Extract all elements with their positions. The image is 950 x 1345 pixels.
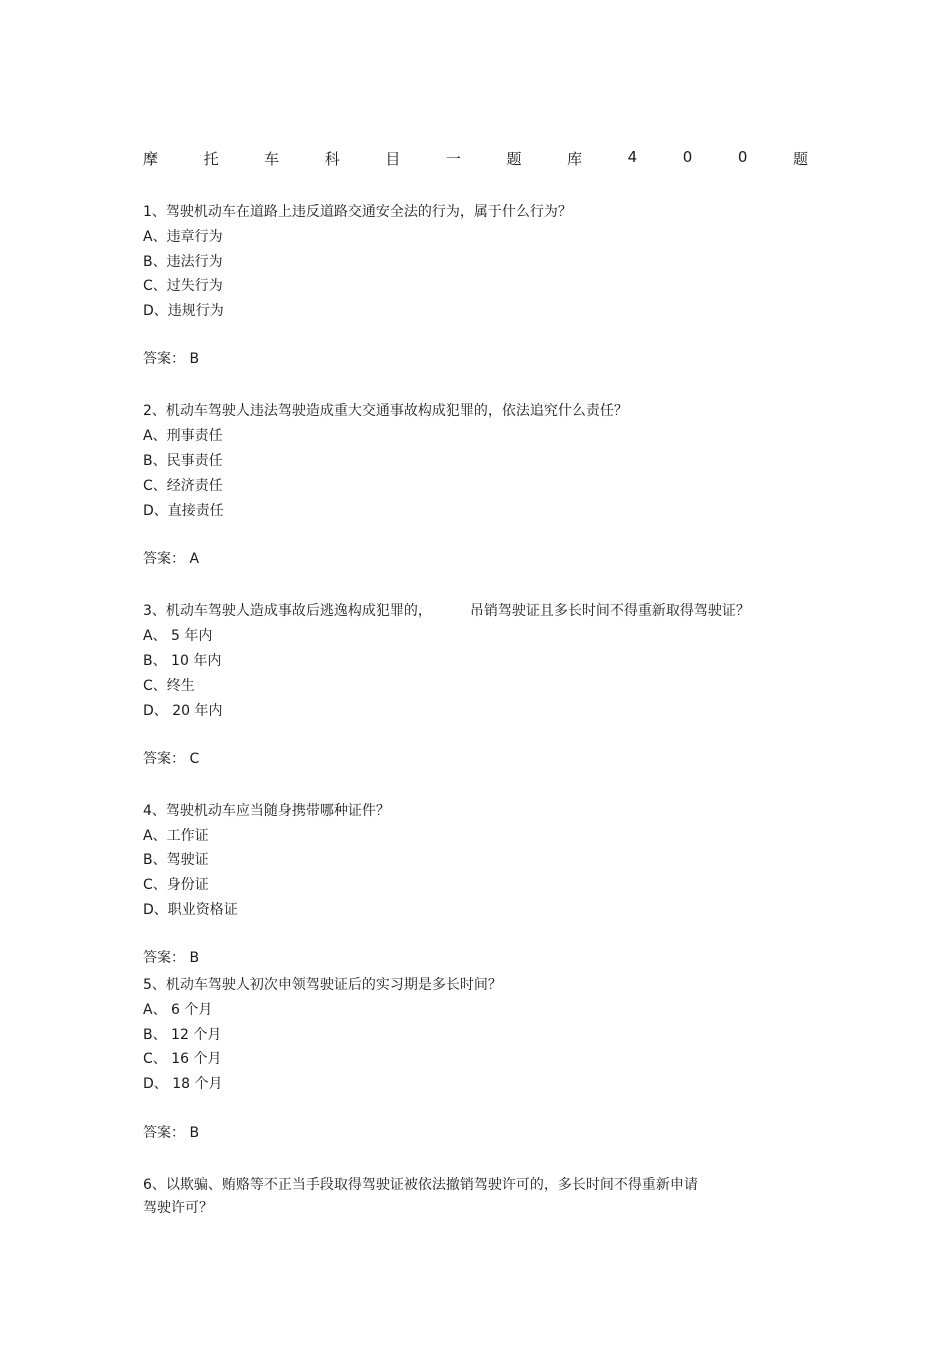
question-4-answer: 答案： B (143, 950, 200, 966)
title-char: 0 (682, 148, 693, 166)
title-char: 目 (385, 150, 401, 168)
title-char: 一 (445, 150, 461, 168)
question-2-text: 2、机动车驾驶人违法驾驶造成重大交通事故构成犯罪的，依法追究什么责任？ (143, 403, 628, 419)
question-3-answer: 答案： C (143, 751, 200, 767)
question-1-text: 1、驾驶机动车在道路上违反道路交通安全法的行为，属于什么行为？ (143, 204, 572, 220)
question-3-option-d: D、 20 年内 (143, 703, 223, 719)
question-5-option-a: A、 6 个月 (143, 1002, 213, 1018)
question-5-option-d: D、 18 个月 (143, 1076, 223, 1092)
question-1-option-a: A、违章行为 (143, 229, 223, 245)
question-1-option-c: C、过失行为 (143, 278, 223, 294)
question-2-option-c: C、经济责任 (143, 478, 223, 494)
question-2-option-a: A、刑事责任 (143, 428, 223, 444)
title-char: 科 (324, 150, 340, 168)
question-1-option-d: D、违规行为 (143, 303, 224, 319)
question-4-option-c: C、身份证 (143, 877, 209, 893)
title-char: 车 (264, 150, 280, 168)
title-char: 4 (627, 148, 638, 166)
title-char: 库 (567, 150, 583, 168)
question-3-option-b: B、 10 年内 (143, 653, 222, 669)
question-2-answer: 答案： A (143, 551, 200, 567)
question-5-option-c: C、 16 个月 (143, 1051, 222, 1067)
question-4-option-a: A、工作证 (143, 828, 209, 844)
question-2-option-d: D、直接责任 (143, 503, 224, 519)
question-1-answer: 答案： B (143, 351, 200, 367)
question-3-text-part2: 吊销驾驶证且多长时间不得重新取得驾驶证？ (469, 603, 750, 619)
title-char: 0 (737, 148, 748, 166)
title-char: 摩 (143, 150, 159, 168)
question-4-text: 4、驾驶机动车应当随身携带哪种证件？ (143, 803, 390, 819)
question-3-option-a: A、 5 年内 (143, 628, 213, 644)
question-3-text-part1: 3、机动车驾驶人造成事故后逃逸构成犯罪的， (143, 603, 432, 619)
question-6-text-line1: 6、以欺骗、贿赂等不正当手段取得驾驶证被依法撤销驾驶许可的，多长时间不得重新申请 (143, 1177, 698, 1193)
question-5-option-b: B、 12 个月 (143, 1027, 222, 1043)
question-5-text: 5、机动车驾驶人初次申领驾驶证后的实习期是多长时间？ (143, 977, 502, 993)
question-4-option-d: D、职业资格证 (143, 902, 238, 918)
question-5-answer: 答案： B (143, 1125, 200, 1141)
title-char: 题 (506, 150, 522, 168)
question-1-option-b: B、违法行为 (143, 254, 223, 270)
document-title (143, 148, 808, 169)
question-2-option-b: B、民事责任 (143, 453, 223, 469)
title-char: 题 (792, 150, 808, 168)
title-char: 托 (203, 150, 219, 168)
question-4-option-b: B、驾驶证 (143, 852, 209, 868)
question-3-text (143, 602, 750, 620)
question-3-option-c: C、终生 (143, 678, 195, 694)
question-6-text-line2: 驾驶许可？ (143, 1200, 213, 1216)
